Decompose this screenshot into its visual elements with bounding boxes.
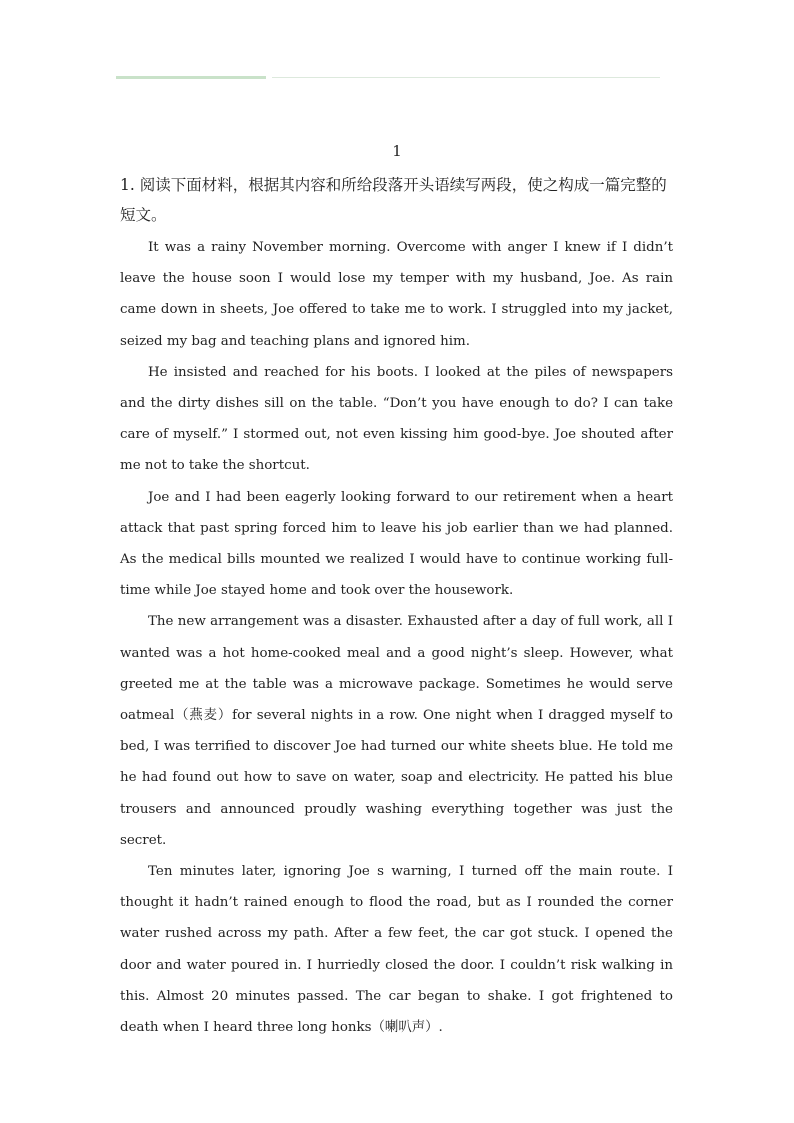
- header-accent-bar: [116, 76, 266, 79]
- paragraph-2: He insisted and reached for his boots. I looked at the piles of newspapers and the dirty dishes sill on the table. “Don’t you have enough to do? I can take care of myself.” I stormed out, not even kissing him good-bye. Joe shouted after me not to take the shortcut.: [120, 364, 673, 474]
- header-divider: [272, 77, 660, 78]
- question-prompt: 1. 阅读下面材料，根据其内容和所给段落开头语续写两段，使之构成一篇完整的短文。: [120, 176, 667, 224]
- paragraph-4: The new arrangement was a disaster. Exhausted after a day of full work, all I wanted was a hot home-cooked meal and a good night’s sleep. However, what greeted me at the table was a microwave package. Sometimes he would serve oatmeal（燕麦）for several nights in a row. One night when I dragged myself to bed, I was terrified to discover Joe had turned our white sheets blue. He told me he had found out how to save on water, soap and electricity. He patted his blue trousers and announced proudly washing everything together was just the secret.: [120, 614, 673, 848]
- paragraph-3: Joe and I had been eagerly looking forward to our retirement when a heart attack that past spring forced him to leave his job earlier than we had planned. As the medical bills mounted we realized I would have to continue working full-time while Joe stayed home and took over the housework.: [120, 489, 673, 599]
- page-number: 1: [392, 142, 402, 160]
- paragraph-5: Ten minutes later, ignoring Joe s warning, I turned off the main route. I thought it hadn’t rained enough to flood the road, but as I rounded the corner water rushed across my path. After a few feet, the car got stuck. I opened the door and water poured in. I hurriedly closed the door. I couldn’t risk walking in this. Almost 20 minutes passed. The car began to shake. I got frightened to death when I heard three long honks（喇叭声）.: [120, 864, 673, 1036]
- paragraph-1: It was a rainy November morning. Overcome with anger I knew if I didn’t leave the house soon I would lose my temper with my husband, Joe. As rain came down in sheets, Joe offered to take me to work. I struggled into my jacket, seized my bag and teaching plans and ignored him.: [120, 240, 673, 349]
- document-body: [120, 170, 673, 1043]
